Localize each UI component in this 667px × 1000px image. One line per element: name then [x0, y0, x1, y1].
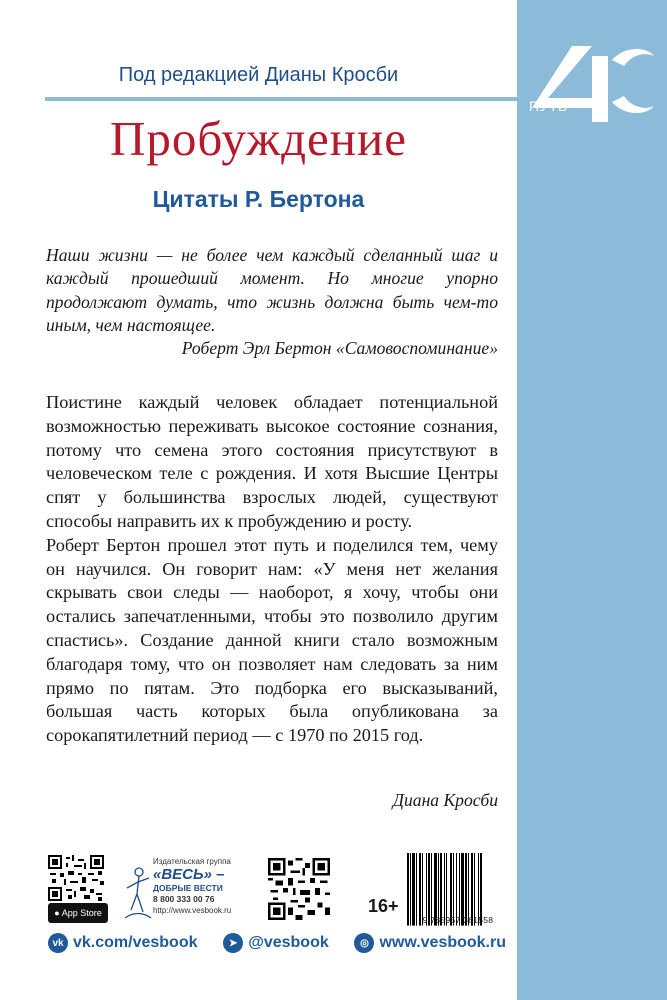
spine-panel — [517, 0, 667, 1000]
age-rating: 16+ — [368, 896, 399, 916]
website-link[interactable] — [354, 933, 506, 953]
publisher-line1: Издательская группа — [153, 857, 231, 866]
epigraph-source: Роберт Эрл Бертон «Самовоспоминание» — [181, 338, 498, 358]
vk-link-text: vk.com/vesbook — [73, 934, 198, 951]
annotation-paragraph-2: Роберт Бертон прошел этот путь и поделился тем, чему он научился. Он говорит нам: «У меня нет желания скрывать свои следы — наоборот, я хочу, чтобы они остались запечатленными, чтобы это позволило другим спастись». Создание данной книги стало возможным благодаря тому, что он позволяет нам следовать за ним прямо по пятам. Это подборка его высказываний, большая часть которых была опубликована за сорокапятилетний период — с 1970 по 2015 год. — [46, 534, 498, 746]
telegram-link[interactable] — [223, 933, 329, 953]
publisher-name: «ВЕСЬ» – — [153, 866, 225, 883]
app-store-badge[interactable] — [48, 903, 108, 923]
app-store-label: App Store — [61, 908, 102, 918]
publisher-url[interactable]: http://www.vesbook.ru — [153, 906, 232, 915]
epigraph-text: Наши жизни — не более чем каждый сделанный шаг и каждый прошедший момент. Но многие упорно продолжают думать, что жизнь должна быть чем-то иным, чем настоящее. — [46, 245, 498, 336]
book-subtitle: Цитаты Р. Бертона — [152, 186, 365, 212]
social-links — [48, 931, 506, 955]
qr-code-icon — [268, 858, 330, 920]
isbn-number: 9 785957 361558 — [422, 915, 494, 925]
telegram-link-text: @vesbook — [248, 934, 329, 951]
website-link-text: www.vesbook.ru — [379, 934, 506, 951]
editor-line: Под редакцией Дианы Кросби — [118, 64, 399, 86]
publisher-phone: 8 800 333 00 76 — [153, 894, 215, 904]
signature: Диана Кросби — [392, 790, 498, 810]
annotation-body — [46, 391, 498, 748]
globe-icon: ◎ — [354, 933, 374, 953]
apple-icon: ● — [54, 908, 60, 918]
logo-text: ПУТЬ — [529, 98, 568, 114]
annotation-paragraph-1: Поистине каждый человек обладает потенциальной возможностью переживать высокое состояние сознания, потому что семена этого состояния присутствуют в человеческом теле с рождения. И хотя Высшие Центры спят у большинства взрослых людей, существуют способы направить их к пробуждению и росту. — [46, 392, 498, 531]
vk-link[interactable] — [48, 933, 198, 953]
publisher-line3: ДОБРЫЕ ВЕСТИ — [153, 883, 223, 893]
vk-icon: vk — [48, 933, 68, 953]
publisher-figure-icon — [123, 866, 153, 922]
qr-code-icon — [48, 855, 104, 901]
telegram-icon: ➤ — [223, 933, 243, 953]
publisher-info — [153, 856, 263, 916]
book-title: Пробуждение — [109, 111, 408, 166]
